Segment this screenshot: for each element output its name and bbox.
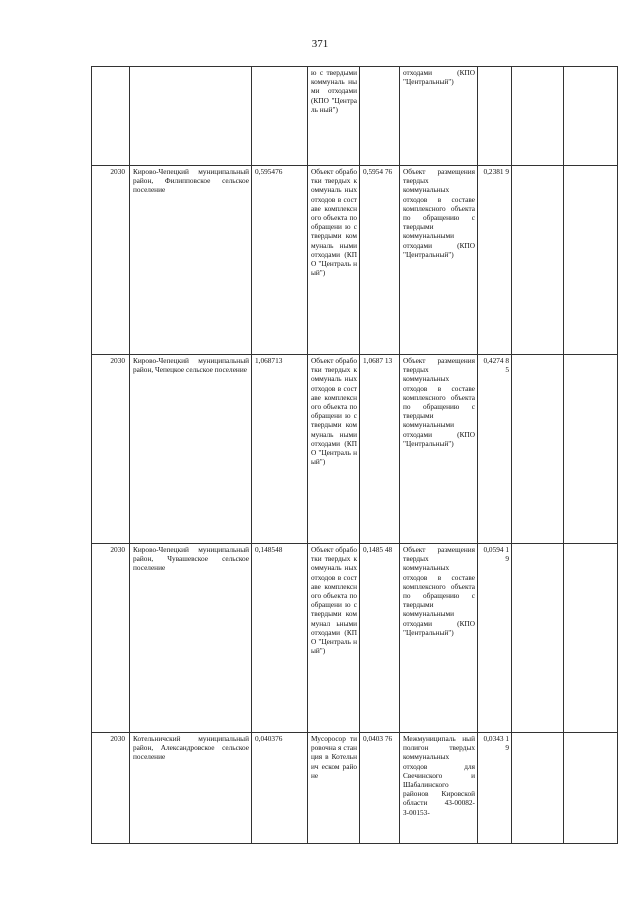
object-cell: отходами (КПО "Центральный") [400,67,478,166]
empty-cell [564,166,618,355]
amount-cell: 0,5954 76 [360,166,400,355]
territory-cell [130,67,252,166]
table-row [92,733,618,844]
amount-cell: 0,0343 19 [478,733,512,844]
empty-cell [512,544,564,733]
amount-cell: 0,040376 [252,733,308,844]
empty-cell [512,166,564,355]
amount-cell: 0,2381 9 [478,166,512,355]
year-cell: 2030 [92,544,130,733]
empty-cell [512,355,564,544]
territory-cell: Кирово-Чепецкий муниципальный район, Филипповское сельское поселение [130,166,252,355]
table-row [92,355,618,544]
object-cell: Объект обработки твердых коммуналь ных отходов в составе комплексн ого объекта по обращени ю с твердыми коммуналь ными отходами (КПО "Централь ный") [308,166,360,355]
object-cell: Объект обработки твердых коммуналь ных отходов в составе комплексн ого объекта по обращени ю с твердыми коммуналь ными отходами (КПО "Централь ный") [308,355,360,544]
empty-cell [564,733,618,844]
amount-cell [252,67,308,166]
amount-cell: 0,0403 76 [360,733,400,844]
table-row [92,544,618,733]
empty-cell [512,67,564,166]
object-cell: Объект размещения твердых коммунальных отходов в составе комплексного объекта по обращению с твердыми коммунальными отходами (КПО "Центральный") [400,166,478,355]
amount-cell: 0,0594 19 [478,544,512,733]
table-row [92,166,618,355]
territory-cell: Кирово-Чепецкий муниципальный район, Чувашевское сельское поселение [130,544,252,733]
object-cell: Объект размещения твердых коммунальных отходов в составе комплексного объекта по обращению с твердыми коммунальными отходами (КПО "Центральный") [400,544,478,733]
year-cell: 2030 [92,166,130,355]
amount-cell: 1,0687 13 [360,355,400,544]
amount-cell: 0,595476 [252,166,308,355]
amount-cell: 0,1485 48 [360,544,400,733]
object-cell: Мусоросор тировочна я станция в Котельнич еском районе [308,733,360,844]
amount-cell: 1,068713 [252,355,308,544]
year-cell [92,67,130,166]
amount-cell [478,67,512,166]
page-number: 371 [311,38,329,50]
empty-cell [564,67,618,166]
empty-cell [564,355,618,544]
table-row [92,67,618,166]
amount-cell: 0,148548 [252,544,308,733]
year-cell: 2030 [92,355,130,544]
year-cell: 2030 [92,733,130,844]
object-cell: Межмуниципаль ный полигон твердых коммунальных отходов для Свечинского и Шабалинского районов Кировской области 43-00082-З-00153- [400,733,478,844]
amount-cell: 0,4274 85 [478,355,512,544]
object-cell: Объект обработки твердых коммуналь ных отходов в составе комплексн ого объекта по обращени ю с твердыми коммунал ьными отходами (КПО "Централь ный") [308,544,360,733]
empty-cell [564,544,618,733]
object-cell: Объект размещения твердых коммунальных отходов в составе комплексного объекта по обращению с твердыми коммунальными отходами (КПО "Центральный") [400,355,478,544]
amount-cell [360,67,400,166]
empty-cell [512,733,564,844]
object-cell: ю с твердыми коммуналь ными отходами (КПО "Централь ный") [308,67,360,166]
waste-flow-table [91,66,618,844]
territory-cell: Кирово-Чепецкий муниципальный район, Чепецкое сельское поселение [130,355,252,544]
territory-cell: Котельничский муниципальный район, Александровское сельское поселение [130,733,252,844]
